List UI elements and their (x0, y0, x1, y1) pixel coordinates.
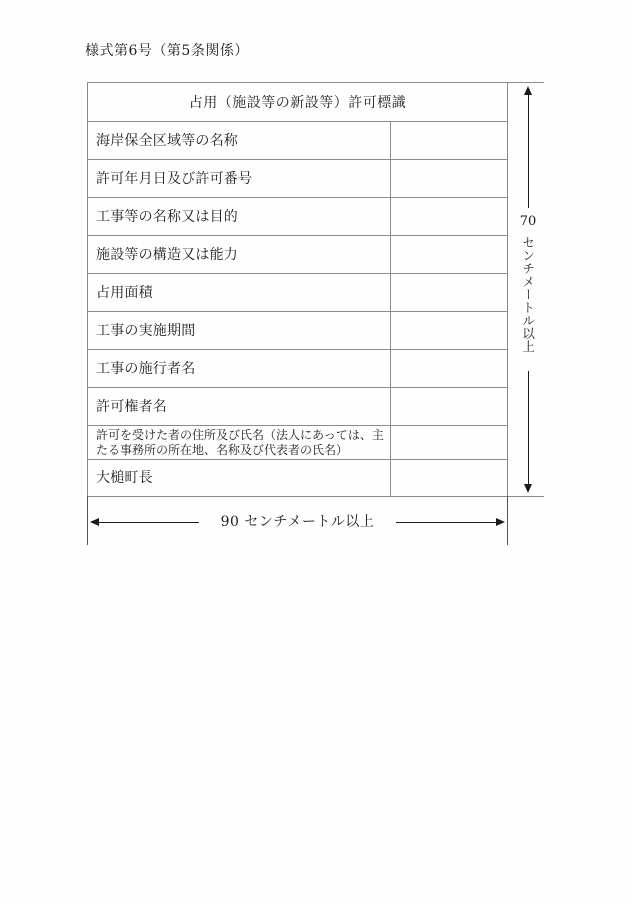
horizontal-dimension-arrow (90, 515, 505, 529)
row-value-cell (391, 350, 507, 387)
row-label: 大槌町長 (88, 460, 391, 496)
height-dimension (508, 82, 544, 497)
extension-line-left (87, 496, 88, 545)
table-row (88, 121, 507, 159)
dimension-line-right (396, 522, 496, 523)
extension-line-bottom (508, 496, 544, 497)
arrow-left-icon (90, 518, 99, 526)
row-value-cell (391, 426, 507, 459)
height-value: 70 (519, 214, 537, 229)
row-value-cell (391, 160, 507, 197)
sign-title-row (88, 83, 507, 121)
row-value-cell (391, 198, 507, 235)
width-dimension (87, 496, 508, 545)
row-label: 施設等の構造又は能力 (88, 236, 391, 273)
row-label: 工事等の名称又は目的 (88, 198, 391, 235)
row-label: 海岸保全区域等の名称 (88, 122, 391, 159)
row-value-cell (391, 460, 507, 496)
height-unit: センチメートル以上 (520, 236, 536, 353)
vertical-dimension-arrow (521, 86, 535, 493)
extension-line-top (508, 82, 544, 83)
row-value-cell (391, 388, 507, 425)
table-row (88, 273, 507, 311)
form-number: 様式第6号（第5条関係） (85, 43, 249, 59)
arrow-down-icon (524, 484, 532, 493)
extension-line-right (507, 496, 508, 545)
row-value-cell (391, 274, 507, 311)
table-row (88, 311, 507, 349)
row-value-cell (391, 312, 507, 349)
height-dimension-label (520, 208, 537, 371)
table-row (88, 387, 507, 425)
sign-title: 占用（施設等の新設等）許可標識 (188, 95, 407, 111)
row-label: 許可権者名 (88, 388, 391, 425)
row-value-cell (391, 236, 507, 273)
dimension-line-left (99, 522, 199, 523)
table-row (88, 235, 507, 273)
row-label: 許可を受けた者の住所及び氏名（法人にあっては、主たる事務所の所在地、名称及び代表者の氏名） (88, 426, 391, 459)
table-row (88, 197, 507, 235)
table-row (88, 159, 507, 197)
width-dimension-label: 90 センチメートル以上 (220, 514, 375, 530)
dimension-line-lower (528, 371, 529, 484)
table-row (88, 459, 507, 496)
row-label: 工事の施行者名 (88, 350, 391, 387)
row-label: 占用面積 (88, 274, 391, 311)
permit-sign-table (87, 82, 508, 497)
table-row (88, 425, 507, 459)
row-label: 工事の実施期間 (88, 312, 391, 349)
arrow-right-icon (496, 518, 505, 526)
row-label: 許可年月日及び許可番号 (88, 160, 391, 197)
table-row (88, 349, 507, 387)
arrow-up-icon (524, 86, 532, 95)
row-value-cell (391, 122, 507, 159)
dimension-line-upper (528, 95, 529, 208)
